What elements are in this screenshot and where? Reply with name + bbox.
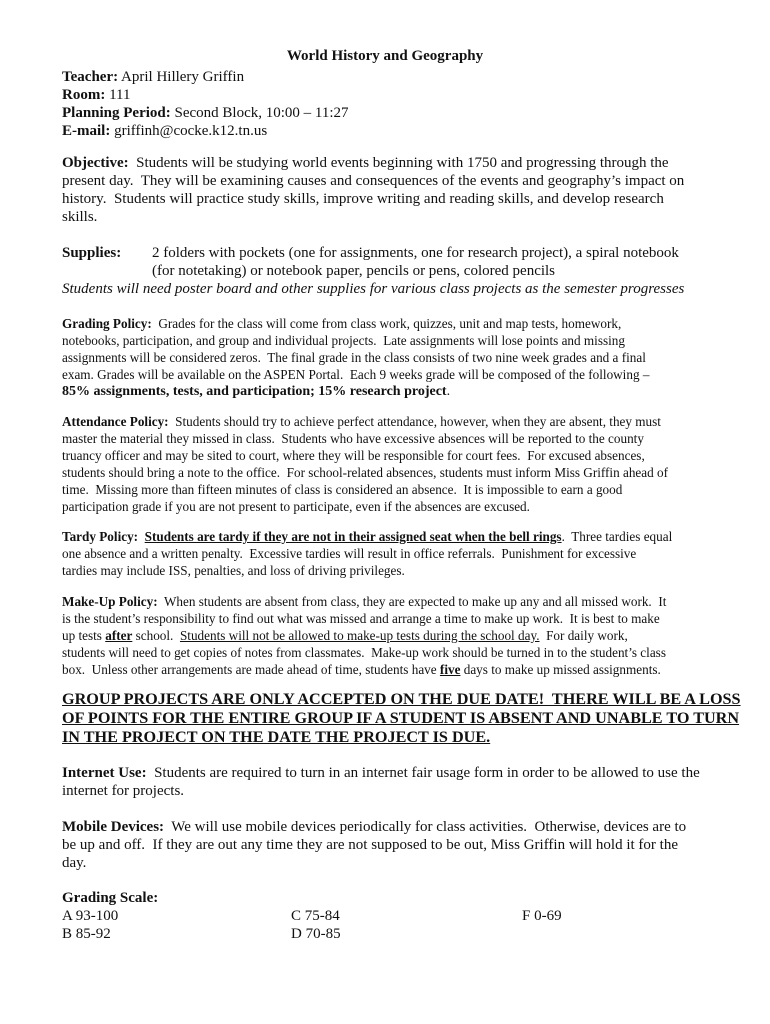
- grading-policy-text: assignments will be considered zeros. The final grade in the class consists of two nine week grades and a final: [62, 350, 646, 365]
- internet-use-section: [62, 764, 722, 800]
- tardy-policy-section: [62, 528, 722, 579]
- grading-policy-text: exam. Grades will be available on the ASPEN Portal. Each 9 weeks grade will be composed of the following –: [62, 367, 650, 382]
- makeup-text: days to make up missed assignments.: [460, 662, 661, 677]
- mobile-devices-label: Mobile Devices:: [62, 819, 165, 835]
- makeup-text: school.: [132, 628, 180, 643]
- notice-line: GROUP PROJECTS ARE ONLY ACCEPTED ON THE DUE DATE! THERE WILL BE A LOSS: [62, 690, 741, 708]
- room-label: Room:: [62, 87, 106, 103]
- makeup-text: students will need to get copies of notes from classmates. Make-up work should be turned in to the student’s class: [62, 645, 666, 660]
- objective-text: present day. They will be examining causes and consequences of the events and geography’s impact on: [62, 173, 685, 189]
- room-number: 111: [105, 87, 131, 103]
- document-title: World History and Geography: [286, 48, 484, 64]
- objective-section: [62, 154, 722, 226]
- grade-b: B 85-92: [62, 926, 111, 942]
- makeup-rule: Students will not be allowed to make-up tests during the school day.: [179, 628, 540, 643]
- email-label: E-mail:: [62, 123, 111, 139]
- makeup-text: is the student’s responsibility to find out what was missed and arrange a time to make up work. It is best to make: [62, 611, 660, 626]
- objective-label: Objective:: [62, 155, 129, 171]
- makeup-text: For daily work,: [539, 628, 628, 643]
- makeup-text: up tests: [62, 628, 106, 643]
- emphasis-five: five: [439, 662, 461, 677]
- mobile-text: be up and off. If they are out any time they are not supposed to be out, Miss Griffin will hold it for the: [62, 837, 678, 853]
- group-projects-notice: [62, 690, 741, 747]
- attendance-policy-label: Attendance Policy:: [62, 414, 169, 429]
- internet-text: internet for projects.: [62, 783, 185, 799]
- mobile-text: We will use mobile devices periodically for class activities. Otherwise, devices are to: [164, 819, 687, 835]
- supplies-label: Supplies:: [62, 245, 122, 261]
- objective-text: Students will be studying world events beginning with 1750 and progressing through the: [128, 155, 669, 171]
- mobile-devices-section: [62, 818, 722, 872]
- makeup-policy-label: Make-Up Policy:: [62, 594, 158, 609]
- attendance-text: master the material they missed in class. Students who have excessive absences will be reported to the county: [62, 431, 644, 446]
- attendance-policy-section: [62, 413, 722, 515]
- grading-policy-label: Grading Policy:: [62, 316, 152, 331]
- notice-line: IN THE PROJECT ON THE DATE THE PROJECT IS DUE.: [62, 728, 491, 746]
- planning-period: Second Block, 10:00 – 11:27: [170, 105, 349, 121]
- grade-f: F 0-69: [522, 908, 562, 924]
- attendance-text: Students should try to achieve perfect attendance, however, when they are absent, they must: [168, 414, 661, 429]
- planning-label: Planning Period:: [62, 105, 171, 121]
- tardy-text: one absence and a written penalty. Excessive tardies will result in office referrals. Punishment for excessive: [62, 546, 637, 561]
- internet-use-label: Internet Use:: [62, 765, 147, 781]
- objective-text: skills.: [62, 209, 98, 225]
- grading-policy-section: [62, 315, 722, 400]
- grade-a: A 93-100: [62, 908, 119, 924]
- objective-text: history. Students will practice study skills, improve writing and reading skills, and develop research: [62, 191, 664, 207]
- makeup-text: When students are absent from class, they are expected to make up any and all missed work. It: [157, 594, 667, 609]
- supplies-note: Students will need poster board and other supplies for various class projects as the semester progresses: [62, 281, 685, 297]
- period: .: [446, 384, 451, 399]
- attendance-text: participation grade if you are not present to participate, even if the absences are excused.: [62, 499, 530, 514]
- grade-c: C 75-84: [291, 908, 340, 924]
- teacher-name: April Hillery Griffin: [118, 69, 245, 85]
- grade-d: D 70-85: [291, 926, 341, 942]
- grading-scale-title: Grading Scale:: [62, 890, 159, 906]
- emphasis-after: after: [105, 628, 133, 643]
- tardy-text: tardies may include ISS, penalties, and loss of driving privileges.: [62, 563, 405, 578]
- makeup-text: box. Unless other arrangements are made ahead of time, students have: [62, 662, 440, 677]
- makeup-policy-section: [62, 593, 722, 678]
- teacher-label: Teacher:: [62, 69, 119, 85]
- tardy-policy-label: Tardy Policy:: [62, 529, 139, 544]
- email-address[interactable]: griffinh@cocke.k12.tn.us: [110, 123, 268, 139]
- attendance-text: students should bring a note to the office. For school-related absences, students must inform Miss Griffin ahead of: [62, 465, 669, 480]
- grading-scale-section: [62, 889, 722, 949]
- tardy-rule: Students are tardy if they are not in their assigned seat when the bell rings: [144, 529, 562, 544]
- internet-text: Students are required to turn in an internet fair usage form in order to be allowed to use the: [146, 765, 700, 781]
- tardy-text: . Three tardies equal: [561, 529, 673, 544]
- notice-line: OF POINTS FOR THE ENTIRE GROUP IF A STUDENT IS ABSENT AND UNABLE TO TURN: [62, 709, 740, 727]
- attendance-text: time. Missing more than fifteen minutes of class is considered an absence. It is impossible to earn a good: [62, 482, 623, 497]
- mobile-text: day.: [62, 855, 87, 871]
- grading-policy-text: notebooks, participation, and group and individual projects. Late assignments will lose points and missing: [62, 333, 625, 348]
- teacher-info: [62, 68, 722, 140]
- supplies-text: (for notetaking) or notebook paper, pencils or pens, colored pencils: [152, 263, 556, 279]
- grading-policy-text: Grades for the class will come from class work, quizzes, unit and map tests, homework,: [151, 316, 622, 331]
- grade-composition: 85% assignments, tests, and participation; 15% research project: [62, 384, 447, 399]
- attendance-text: truancy officer and may be sited to court, where they will be responsible for court fees. For excused absences,: [62, 448, 645, 463]
- supplies-text: 2 folders with pockets (one for assignments, one for research project), a spiral notebook: [152, 245, 679, 261]
- supplies-section: [62, 244, 722, 298]
- spacer: [138, 529, 145, 544]
